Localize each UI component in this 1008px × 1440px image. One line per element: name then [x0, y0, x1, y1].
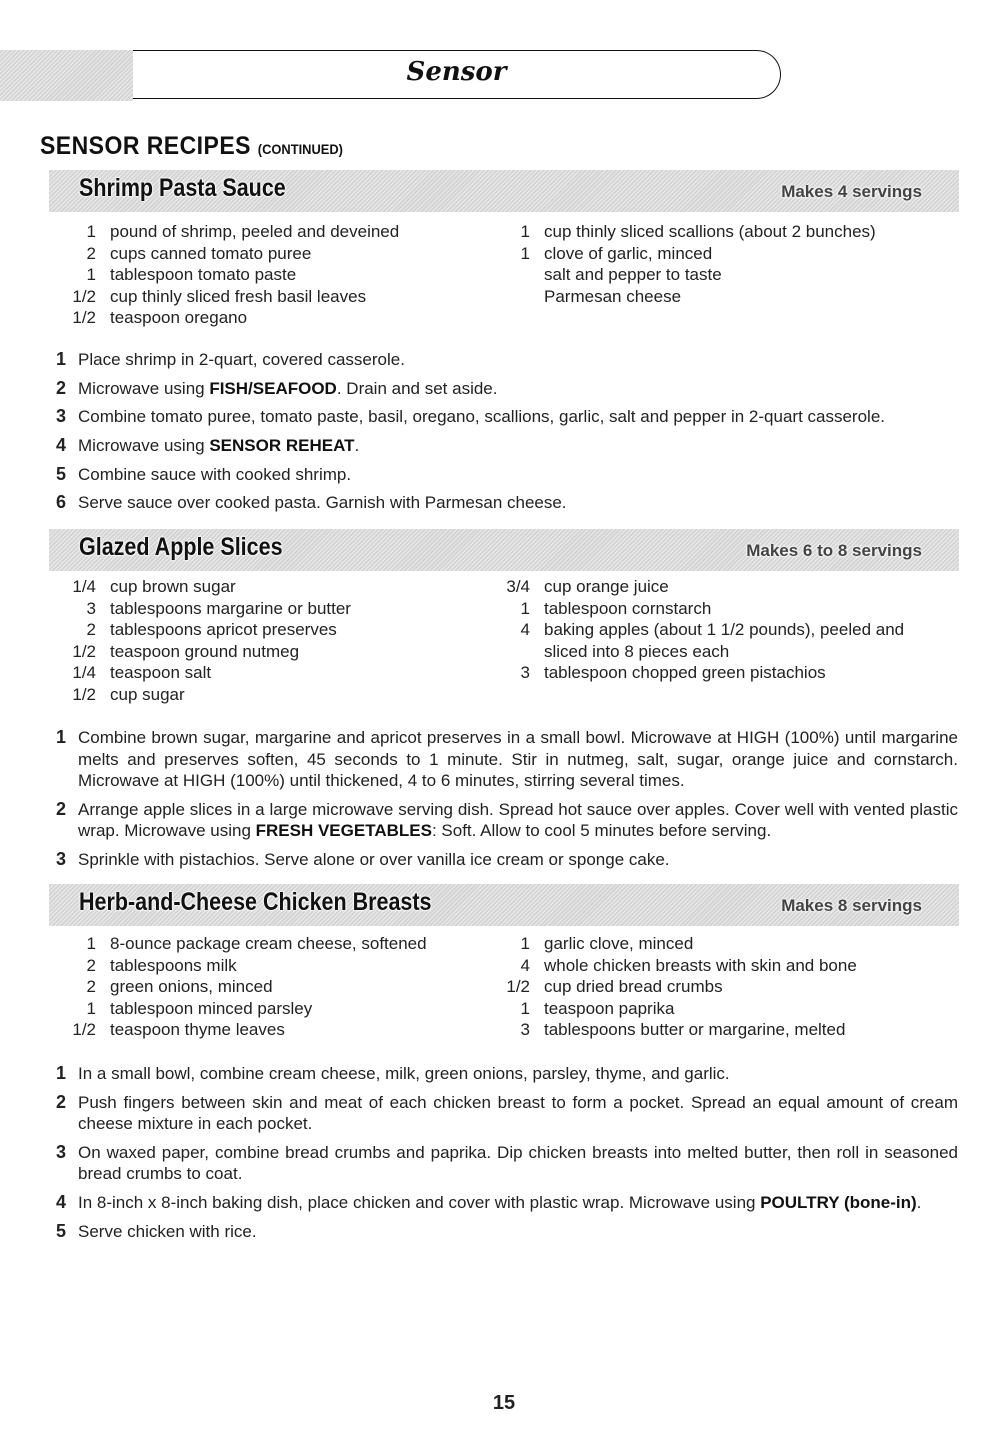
step-number: 1: [56, 727, 67, 747]
recipe-steps: [56, 727, 958, 878]
step-text-part: Arrange apple slices in a large microwave serving dish. Spread hot sauce over apples. Cover well with vented plastic wrap. Microwave using: [78, 799, 958, 841]
ingredient-quantity: 1: [520, 998, 530, 1018]
step-text-part: .: [916, 1193, 922, 1213]
banner-decoration: [0, 50, 133, 101]
ingredient-item: [498, 264, 876, 286]
ingredient-text: tablespoon minced parsley: [110, 998, 313, 1018]
step-setting: POULTRY (bone-in): [760, 1193, 917, 1213]
ingredient-item: [498, 976, 857, 998]
page-heading-suffix: (CONTINUED): [257, 141, 343, 157]
step-text: [78, 1063, 958, 1085]
step-number: 3: [56, 1141, 67, 1162]
ingredient-item: [64, 221, 399, 243]
ingredient-item: [498, 576, 904, 598]
ingredient-quantity: 1: [520, 222, 530, 241]
ingredients-left: [64, 221, 399, 329]
ingredient-quantity: 4: [520, 620, 530, 640]
ingredient-quantity: 1/2: [506, 977, 530, 997]
ingredient-text: teaspoon oregano: [110, 308, 248, 328]
step-text: [78, 349, 958, 371]
recipe-title: Herb-and-Cheese Chicken Breasts: [79, 888, 432, 916]
ingredient-item: [64, 662, 351, 684]
recipe-title: Glazed Apple Slices: [79, 533, 283, 561]
ingredient-text: teaspoon thyme leaves: [110, 1020, 285, 1040]
recipe-steps: [56, 1063, 958, 1249]
step-number: 1: [56, 1063, 67, 1083]
ingredient-text: tablespoons milk: [110, 955, 237, 975]
ingredient-text: clove of garlic, minced: [544, 243, 713, 263]
recipe-servings: Makes 4 servings: [781, 182, 922, 201]
ingredient-quantity: [498, 264, 544, 286]
ingredient-quantity: [498, 286, 544, 308]
recipe-title: Shrimp Pasta Sauce: [79, 174, 286, 202]
ingredient-item: [498, 1019, 857, 1041]
ingredient-quantity: 1: [520, 243, 530, 263]
ingredient-text: teaspoon ground nutmeg: [110, 641, 300, 661]
step-number: 4: [56, 435, 67, 456]
recipe-step: [56, 464, 958, 486]
step-text-part: Microwave using: [78, 378, 210, 398]
ingredient-text: garlic clove, minced: [544, 934, 694, 953]
recipe-header-chicken: [49, 884, 959, 926]
ingredient-item: [64, 955, 427, 977]
ingredient-item: [498, 933, 857, 955]
recipe-step: [56, 435, 958, 457]
ingredients-right: [498, 576, 904, 684]
recipe-servings: Makes 8 servings: [781, 896, 922, 915]
ingredient-quantity: 1: [520, 598, 530, 618]
ingredient-text: cup sugar: [110, 684, 185, 704]
step-text-part: Serve chicken with rice.: [78, 1221, 257, 1241]
step-text: [78, 492, 958, 514]
recipe-steps: [56, 349, 958, 521]
step-text-part: Serve sauce over cooked pasta. Garnish with Parmesan cheese.: [78, 493, 567, 513]
page-number: 15: [492, 1392, 516, 1414]
recipe-step: [56, 1092, 958, 1135]
recipe-step: [56, 727, 958, 792]
recipe-step: [56, 378, 958, 400]
ingredient-item: [64, 619, 351, 641]
ingredient-item: [64, 684, 351, 706]
ingredient-item: [498, 641, 904, 663]
ingredient-item: [498, 598, 904, 620]
step-text-part: : Soft. Allow to cool 5 minutes before serving.: [431, 821, 772, 841]
ingredient-item: [498, 243, 876, 265]
step-text-part: In a small bowl, combine cream cheese, milk, green onions, parsley, thyme, and garlic.: [78, 1064, 730, 1083]
step-text: [78, 1221, 958, 1243]
section-banner: [133, 50, 781, 99]
step-text: [78, 849, 958, 871]
step-text-part: Combine sauce with cooked shrimp.: [78, 464, 352, 484]
ingredient-text: cup thinly sliced scallions (about 2 bunches): [544, 222, 876, 241]
ingredient-quantity: 3: [86, 598, 96, 618]
ingredient-text: teaspoon salt: [110, 663, 212, 683]
step-text: [78, 727, 958, 792]
page-heading: [40, 132, 343, 161]
ingredient-quantity: 3: [520, 663, 530, 683]
recipe-step: [56, 1192, 958, 1214]
ingredient-quantity: 1: [520, 934, 530, 953]
recipe-step: [56, 1142, 958, 1185]
ingredient-quantity: 2: [86, 977, 96, 997]
step-text: [78, 378, 958, 400]
step-text: [78, 1192, 958, 1214]
step-number: 2: [56, 377, 67, 398]
step-text-part: In 8-inch x 8-inch baking dish, place chicken and cover with plastic wrap. Microwave using: [78, 1193, 761, 1213]
ingredient-quantity: 2: [86, 620, 96, 640]
ingredient-text: cup thinly sliced fresh basil leaves: [110, 286, 367, 306]
ingredient-item: [64, 598, 351, 620]
step-number: 2: [56, 798, 67, 819]
step-setting: SENSOR REHEAT: [209, 436, 355, 456]
ingredient-quantity: 1/2: [72, 286, 96, 306]
recipe-header-shrimp: [49, 170, 959, 212]
recipe-step: [56, 799, 958, 842]
step-text: [78, 464, 958, 486]
step-text-part: Microwave using: [78, 436, 210, 456]
step-text-part: .: [354, 436, 360, 456]
ingredient-item: [64, 998, 427, 1020]
ingredient-item: [64, 264, 399, 286]
recipe-step: [56, 492, 958, 514]
ingredient-quantity: 1/2: [72, 641, 96, 661]
step-number: 6: [56, 492, 67, 513]
ingredient-text: Parmesan cheese: [544, 286, 682, 306]
recipe-step: [56, 349, 958, 371]
step-text: [78, 1092, 958, 1135]
ingredient-quantity: 4: [520, 955, 530, 975]
ingredient-item: [64, 576, 351, 598]
ingredient-quantity: 1/2: [72, 684, 96, 704]
ingredient-quantity: 3/4: [506, 577, 530, 596]
ingredients-left: [64, 933, 427, 1041]
ingredients-right: [498, 221, 876, 307]
ingredient-quantity: 2: [86, 243, 96, 263]
page-heading-title: SENSOR RECIPES: [40, 132, 251, 160]
step-number: 5: [56, 463, 67, 484]
step-text-part: Combine tomato puree, tomato paste, basil, oregano, scallions, garlic, salt and pepper in 2-quart casserole.: [78, 407, 886, 427]
ingredient-item: [498, 662, 904, 684]
ingredient-item: [64, 933, 427, 955]
ingredient-quantity: 1: [86, 222, 96, 241]
ingredient-text: teaspoon paprika: [544, 998, 675, 1018]
ingredient-item: [64, 641, 351, 663]
step-text: [78, 1142, 958, 1185]
step-text-part: Push fingers between skin and meat of each chicken breast to form a pocket. Spread an equal amount of cream cheese mixture in each pocket.: [78, 1092, 958, 1134]
ingredient-item: [64, 1019, 427, 1041]
step-text: [78, 435, 958, 457]
ingredient-text: pound of shrimp, peeled and deveined: [110, 222, 400, 241]
step-text-part: . Drain and set aside.: [336, 378, 498, 398]
recipe-step: [56, 1063, 958, 1085]
step-number: 5: [56, 1220, 67, 1241]
ingredient-quantity: 1/4: [72, 663, 96, 683]
step-text: [78, 406, 958, 428]
step-text-part: Sprinkle with pistachios. Serve alone or over vanilla ice cream or sponge cake.: [78, 849, 670, 869]
ingredient-text: cups canned tomato puree: [110, 243, 312, 263]
ingredient-item: [498, 955, 857, 977]
step-text: [78, 799, 958, 842]
ingredients-left: [64, 576, 351, 706]
ingredient-quantity: 3: [520, 1020, 530, 1040]
step-number: 1: [56, 349, 67, 369]
ingredient-quantity: 1/2: [72, 308, 96, 328]
recipe-step: [56, 1221, 958, 1243]
step-setting: FISH/SEAFOOD: [209, 378, 337, 398]
ingredient-quantity: 2: [86, 955, 96, 975]
ingredient-text: tablespoons apricot preserves: [110, 620, 337, 640]
ingredient-item: [64, 307, 399, 329]
ingredients-right: [498, 933, 857, 1041]
ingredient-quantity: 1/4: [72, 577, 96, 596]
ingredient-text: tablespoons margarine or butter: [110, 598, 351, 618]
ingredient-quantity: [498, 641, 544, 663]
step-text-part: Combine brown sugar, margarine and apricot preserves in a small bowl. Microwave at HIGH (100%) until margarine melts and preserves soften, 45 seconds to 1 minute. Stir in nutmeg, salt, sugar, orange juice and cornstarch. Microwave at HIGH (100%) until thickened, 4 to 6 minutes, stirring several times.: [78, 728, 958, 790]
section-title: Sensor: [406, 57, 507, 87]
ingredient-item: [498, 286, 876, 308]
ingredient-text: green onions, minced: [110, 977, 273, 997]
ingredient-quantity: 1: [86, 998, 96, 1018]
ingredient-item: [498, 998, 857, 1020]
ingredient-text: tablespoon cornstarch: [544, 598, 712, 618]
ingredient-text: sliced into 8 pieces each: [544, 641, 730, 661]
ingredient-text: 8-ounce package cream cheese, softened: [110, 934, 427, 953]
ingredient-text: baking apples (about 1 1/2 pounds), peeled and: [544, 620, 905, 640]
step-number: 2: [56, 1091, 67, 1112]
step-text-part: Place shrimp in 2-quart, covered casserole.: [78, 350, 405, 369]
ingredient-quantity: 1/2: [72, 1020, 96, 1040]
ingredient-text: tablespoons butter or margarine, melted: [544, 1020, 846, 1040]
ingredient-text: cup orange juice: [544, 577, 669, 596]
ingredient-quantity: 1: [86, 265, 96, 285]
ingredient-quantity: 1: [86, 934, 96, 953]
recipe-step: [56, 406, 958, 428]
step-number: 3: [56, 848, 67, 869]
recipe-servings: Makes 6 to 8 servings: [746, 541, 922, 560]
ingredient-item: [64, 243, 399, 265]
ingredient-text: whole chicken breasts with skin and bone: [544, 955, 857, 975]
ingredient-item: [498, 221, 876, 243]
ingredient-item: [64, 286, 399, 308]
ingredient-text: tablespoon chopped green pistachios: [544, 663, 826, 683]
step-setting: FRESH VEGETABLES: [255, 821, 432, 841]
recipe-header-apple: [49, 529, 959, 571]
ingredient-text: tablespoon tomato paste: [110, 265, 297, 285]
step-number: 3: [56, 406, 67, 427]
ingredient-item: [498, 619, 904, 641]
ingredient-text: cup brown sugar: [110, 577, 236, 596]
step-number: 4: [56, 1192, 67, 1213]
ingredient-text: salt and pepper to taste: [544, 265, 722, 285]
ingredient-text: cup dried bread crumbs: [544, 977, 723, 997]
ingredient-item: [64, 976, 427, 998]
step-text-part: On waxed paper, combine bread crumbs and paprika. Dip chicken breasts into melted butter, then roll in seasoned bread crumbs to coat.: [78, 1142, 958, 1184]
recipe-step: [56, 849, 958, 871]
